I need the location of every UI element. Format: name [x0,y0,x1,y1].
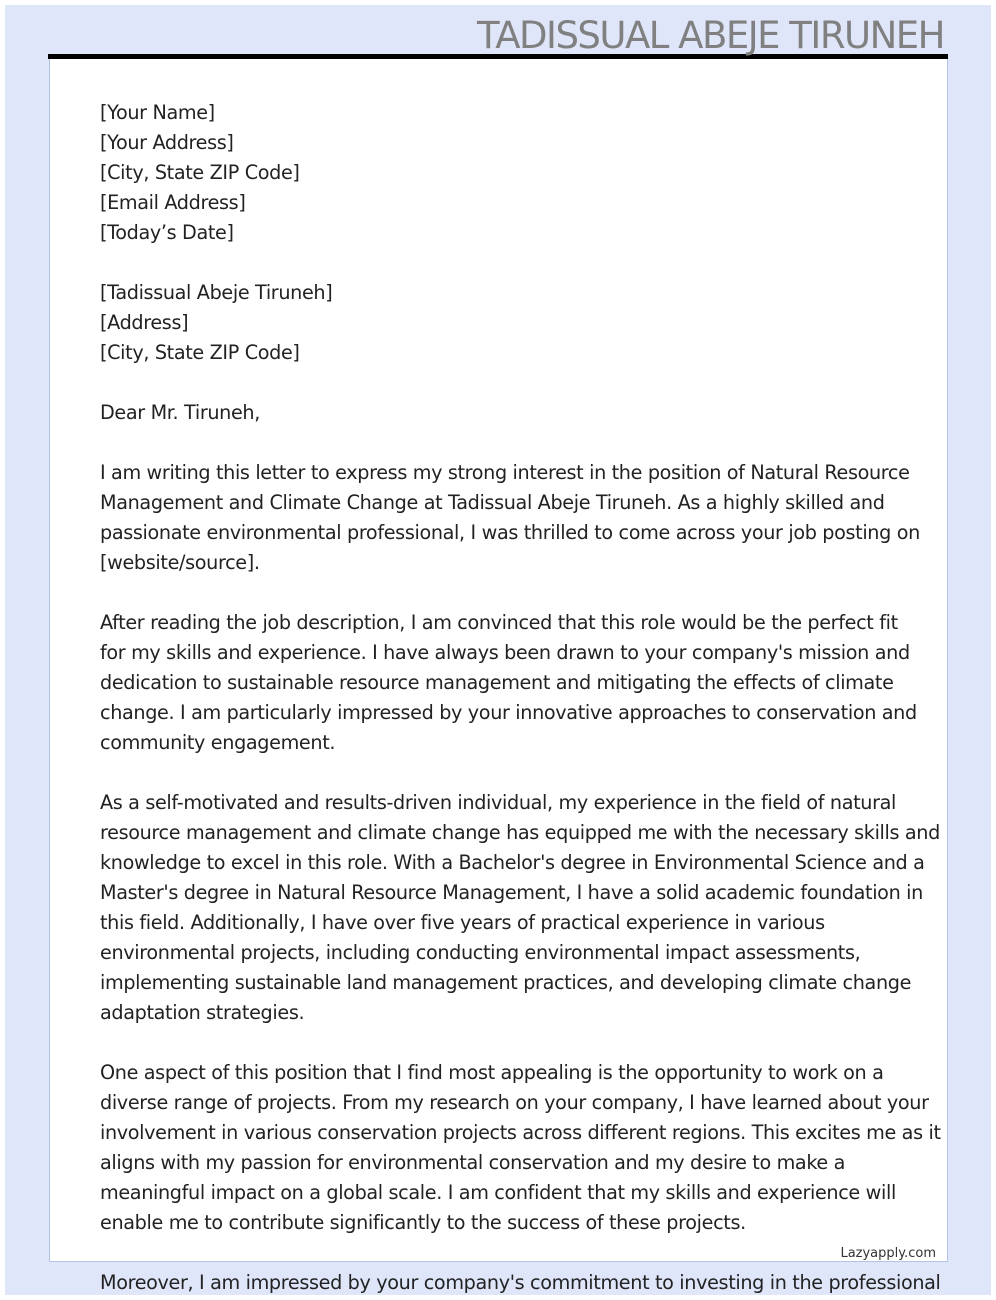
paragraph-line: environmental projects, including conducting environmental impact assessments, [100,941,861,964]
paragraph-line: As a self-motivated and results-driven individual, my experience in the field of natural [100,791,897,814]
paragraph-1 [100,458,920,578]
paragraph-line: community engagement. [100,731,336,754]
paragraph-line: dedication to sustainable resource management and mitigating the effects of climate [100,671,894,694]
sender-date: [Today’s Date] [100,221,234,244]
sender-city: [City, State ZIP Code] [100,161,300,184]
recipient-block [100,278,900,368]
sender-block [100,98,900,248]
salutation: Dear Mr. Tiruneh, [100,401,260,424]
paragraph-4 [100,1058,941,1238]
paragraph-line: this field. Additionally, I have over five years of practical experience in various [100,911,825,934]
paragraph-line: One aspect of this position that I find most appealing is the opportunity to work on a [100,1061,884,1084]
paragraph-line: change. I am particularly impressed by your innovative approaches to conservation and [100,701,917,724]
paragraph-line: passionate environmental professional, I was thrilled to come across your job posting on [100,521,920,544]
paragraph-line: involvement in various conservation projects across different regions. This excites me as it [100,1121,941,1144]
recipient-name: [Tadissual Abeje Tiruneh] [100,281,333,304]
paragraph-line: resource management and climate change has equipped me with the necessary skills and [100,821,940,844]
paragraph-line: [website/source]. [100,551,260,574]
paragraph-line: Moreover, I am impressed by your company's commitment to investing in the professional [100,1271,941,1294]
paragraph-line: Management and Climate Change at Tadissual Abeje Tiruneh. As a highly skilled and [100,491,885,514]
paragraph-line: adaptation strategies. [100,1001,305,1024]
paragraph-2 [100,608,917,758]
paragraph-line: implementing sustainable land management practices, and developing climate change [100,971,912,994]
paragraph-line: I am writing this letter to express my strong interest in the position of Natural Resource [100,461,910,484]
paragraph-line: aligns with my passion for environmental conservation and my desire to make a [100,1151,846,1174]
paragraph-3 [100,788,940,1028]
document-title: TADISSUAL ABEJE TIRUNEH [477,14,944,57]
watermark: Lazyapply.com [840,1246,936,1261]
paragraph-5 [100,1268,941,1298]
paragraph-line: meaningful impact on a global scale. I am confident that my skills and experience will [100,1181,896,1204]
sender-name: [Your Name] [100,101,215,124]
letter-body [100,98,941,1298]
paragraph-line: After reading the job description, I am convinced that this role would be the perfect fit [100,611,898,634]
paragraph-line: for my skills and experience. I have always been drawn to your company's mission and [100,641,910,664]
paragraph-line: Master's degree in Natural Resource Management, I have a solid academic foundation in [100,881,923,904]
recipient-city: [City, State ZIP Code] [100,341,300,364]
paragraph-line: diverse range of projects. From my research on your company, I have learned about your [100,1091,929,1114]
recipient-address: [Address] [100,311,189,334]
sender-email: [Email Address] [100,191,246,214]
paragraph-line: enable me to contribute significantly to the success of these projects. [100,1211,746,1234]
sender-address: [Your Address] [100,131,234,154]
paragraph-line: knowledge to excel in this role. With a Bachelor's degree in Environmental Science and a [100,851,925,874]
